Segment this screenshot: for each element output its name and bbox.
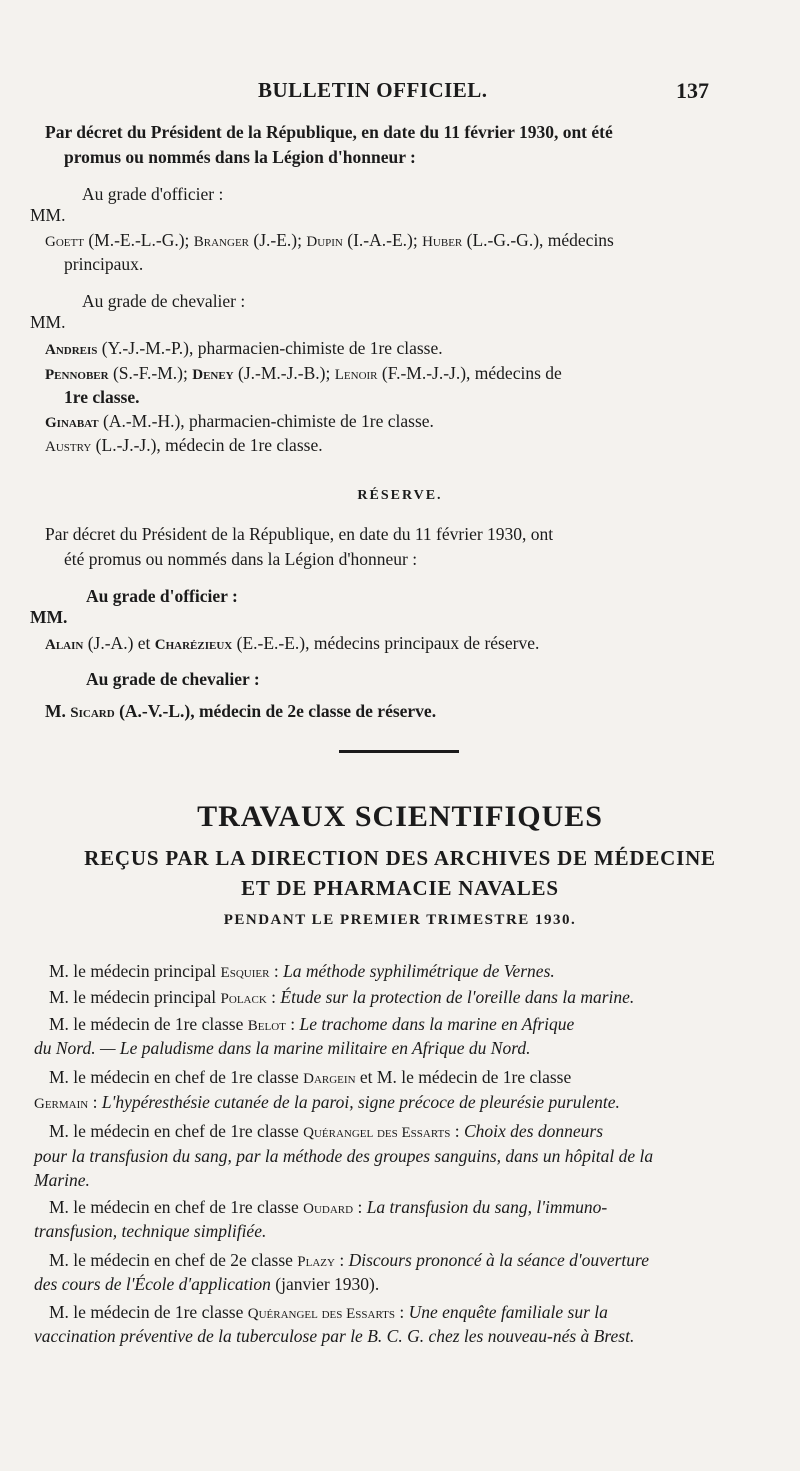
chevalier-entry-1 bbox=[45, 337, 443, 361]
reserve-mm: MM. bbox=[30, 607, 68, 627]
travaux-subtitle-1: REÇUS PAR LA DIRECTION DES ARCHIVES DE MÉDECINE bbox=[84, 846, 716, 870]
active-intro-line1: Par décret du Président de la République, en date du 11 février 1930, ont été bbox=[45, 122, 613, 142]
travaux-entry-5-line2: pour la transfusion du sang, par la méthode des groupes sanguins, dans un hôpital de la bbox=[34, 1146, 654, 1166]
travaux-entry-7 bbox=[49, 1249, 649, 1273]
travaux-entry-4-line2 bbox=[34, 1091, 620, 1115]
entry-text: (Y.-J.-M.-P.), pharmacien-chimiste de 1re classe. bbox=[97, 338, 443, 358]
active-mm-2: MM. bbox=[30, 312, 66, 332]
name-plazy: Plazy bbox=[297, 1254, 335, 1270]
entry-text: : bbox=[269, 961, 284, 981]
reserve-intro-line2: été promus ou nommés dans la Légion d'honneur : bbox=[64, 549, 418, 569]
reserve-officier-entry bbox=[45, 632, 539, 656]
running-header bbox=[0, 78, 800, 112]
active-chevalier-heading: Au grade de chevalier : bbox=[82, 291, 246, 311]
active-officier-heading: Au grade d'officier : bbox=[82, 184, 224, 204]
name-andreis: Andreis bbox=[45, 342, 98, 358]
name-querangel-2: Quérangel des Essarts bbox=[247, 1306, 395, 1322]
entry-text: : bbox=[353, 1197, 367, 1217]
entry-title: Discours prononcé à la séance d'ouverture bbox=[348, 1250, 649, 1270]
chevalier-entry-2 bbox=[45, 362, 562, 386]
entry-text: M. le médecin principal bbox=[49, 987, 221, 1007]
entry-text: M. le médecin en chef de 2e classe bbox=[49, 1250, 298, 1270]
name-austry: Austry bbox=[45, 439, 92, 455]
active-intro-line2: promus ou nommés dans la Légion d'honneur : bbox=[64, 147, 416, 167]
entry-text: : bbox=[395, 1302, 409, 1322]
entry-text: M. le médecin en chef de 1re classe bbox=[49, 1067, 304, 1087]
entry-text: : bbox=[334, 1250, 349, 1270]
travaux-entry-8-line2: vaccination préventive de la tuberculose par le B. C. G. chez les nouveau-nés à Brest. bbox=[34, 1326, 635, 1346]
entry-text: M. le médecin principal bbox=[49, 961, 221, 981]
travaux-entry-7-line2 bbox=[34, 1273, 379, 1295]
name-huber: Huber bbox=[422, 234, 463, 250]
reserve-officier-heading: Au grade d'officier : bbox=[86, 586, 238, 606]
entry-text: (J.-M.-J.-B.); bbox=[233, 363, 335, 383]
active-officier-line2: principaux. bbox=[64, 254, 144, 274]
travaux-title: TRAVAUX SCIENTIFIQUES bbox=[197, 800, 603, 833]
active-officier-list bbox=[45, 229, 775, 253]
entry-text: (E.-E.-E.), médecins principaux de réserve. bbox=[232, 633, 540, 653]
chevalier-entry-2-line2: 1re classe. bbox=[64, 387, 140, 407]
reserve-chevalier-heading: Au grade de chevalier : bbox=[86, 669, 260, 689]
active-mm-1: MM. bbox=[30, 205, 66, 225]
entry-title: Le trachome dans la marine en Afrique bbox=[299, 1014, 575, 1034]
name-deney: Deney bbox=[192, 367, 234, 383]
entry-text: : bbox=[450, 1121, 464, 1141]
entry-text: (A.-V.-L.), médecin de 2e classe de réserve. bbox=[114, 701, 437, 721]
name-charezieux: Charézieux bbox=[154, 637, 233, 653]
entry-text: : bbox=[285, 1014, 300, 1034]
reserve-intro-line1: Par décret du Président de la République, en date du 11 février 1930, ont bbox=[45, 524, 554, 544]
entry-title: La méthode syphilimétrique de Vernes. bbox=[283, 961, 555, 981]
travaux-subtitle-3: PENDANT LE PREMIER TRIMESTRE 1930. bbox=[223, 912, 577, 928]
entry-text: (A.-M.-H.), pharmacien-chimiste de 1re classe. bbox=[98, 411, 434, 431]
travaux-entry-5 bbox=[49, 1120, 603, 1144]
chevalier-entry-3 bbox=[45, 410, 434, 434]
entry-text: (janvier 1930). bbox=[270, 1274, 380, 1294]
name-branger: Branger bbox=[193, 234, 249, 250]
travaux-entry-4 bbox=[49, 1066, 571, 1090]
entry-text: (S.-F.-M.); bbox=[108, 363, 193, 383]
entry-text: M. le médecin de 1re classe bbox=[49, 1014, 248, 1034]
name-esquier: Esquier bbox=[220, 965, 270, 981]
name-germain: Germain bbox=[34, 1096, 89, 1112]
running-title: BULLETIN OFFICIEL. bbox=[258, 78, 488, 102]
name-goett: Goett bbox=[45, 234, 84, 250]
reserve-heading: RÉSERVE. bbox=[357, 488, 443, 503]
travaux-entry-3 bbox=[49, 1013, 574, 1037]
entry-title: La transfusion du sang, l'immuno- bbox=[366, 1197, 608, 1217]
initials: (I.-A.-E.); bbox=[342, 230, 423, 250]
entry-text: : bbox=[266, 987, 281, 1007]
section-divider bbox=[339, 750, 459, 753]
name-polack: Polack bbox=[220, 991, 267, 1007]
entry-prefix: M. bbox=[45, 701, 71, 721]
initials: (M.-E.-L.-G.); bbox=[83, 230, 194, 250]
name-querangel: Quérangel des Essarts bbox=[303, 1125, 451, 1141]
entry-title: Une enquête familiale sur la bbox=[408, 1302, 608, 1322]
entry-text: et M. le médecin de 1re classe bbox=[355, 1067, 572, 1087]
travaux-entry-8 bbox=[49, 1301, 608, 1325]
entry-text: (F.-M.-J.-J.), médecins de bbox=[377, 363, 562, 383]
name-dupin: Dupin bbox=[306, 234, 343, 250]
name-dargein: Dargein bbox=[303, 1071, 356, 1087]
entry-text: M. le médecin en chef de 1re classe bbox=[49, 1197, 304, 1217]
name-sicard: Sicard bbox=[70, 705, 115, 721]
travaux-entry-1 bbox=[49, 960, 555, 984]
travaux-entry-5-line3: Marine. bbox=[34, 1170, 90, 1190]
entry-text: (L.-J.-J.), médecin de 1re classe. bbox=[91, 435, 323, 455]
chevalier-entry-4 bbox=[45, 434, 323, 458]
entry-text: M. le médecin en chef de 1re classe bbox=[49, 1121, 304, 1141]
name-lenoir: Lenoir bbox=[334, 367, 378, 383]
name-belot: Belot bbox=[247, 1018, 286, 1034]
entry-text: M. le médecin de 1re classe bbox=[49, 1302, 248, 1322]
name-pennober: Pennober bbox=[45, 367, 109, 383]
initials: (J.-E.); bbox=[249, 230, 307, 250]
initials: (L.-G.-G.), médecins bbox=[462, 230, 614, 250]
travaux-entry-3-line2: du Nord. — Le paludisme dans la marine militaire en Afrique du Nord. bbox=[34, 1038, 531, 1058]
travaux-entry-2 bbox=[49, 986, 634, 1010]
entry-text: (J.-A.) et bbox=[83, 633, 155, 653]
travaux-entry-6-line2: transfusion, technique simplifiée. bbox=[34, 1221, 267, 1241]
entry-title: L'hypéresthésie cutanée de la paroi, signe précoce de pleurésie purulente. bbox=[101, 1092, 620, 1112]
reserve-chevalier-entry bbox=[45, 700, 436, 724]
name-oudard: Oudard bbox=[303, 1201, 354, 1217]
name-alain: Alain bbox=[45, 637, 84, 653]
travaux-entry-6 bbox=[49, 1196, 607, 1220]
page-number: 137 bbox=[676, 78, 709, 103]
entry-title: des cours de l'École d'application bbox=[34, 1274, 271, 1294]
entry-text: : bbox=[88, 1092, 102, 1112]
travaux-subtitle-2: ET DE PHARMACIE NAVALES bbox=[241, 876, 559, 900]
entry-title: Choix des donneurs bbox=[464, 1121, 604, 1141]
entry-title: Étude sur la protection de l'oreille dans la marine. bbox=[280, 987, 635, 1007]
name-ginabat: Ginabat bbox=[45, 415, 99, 431]
